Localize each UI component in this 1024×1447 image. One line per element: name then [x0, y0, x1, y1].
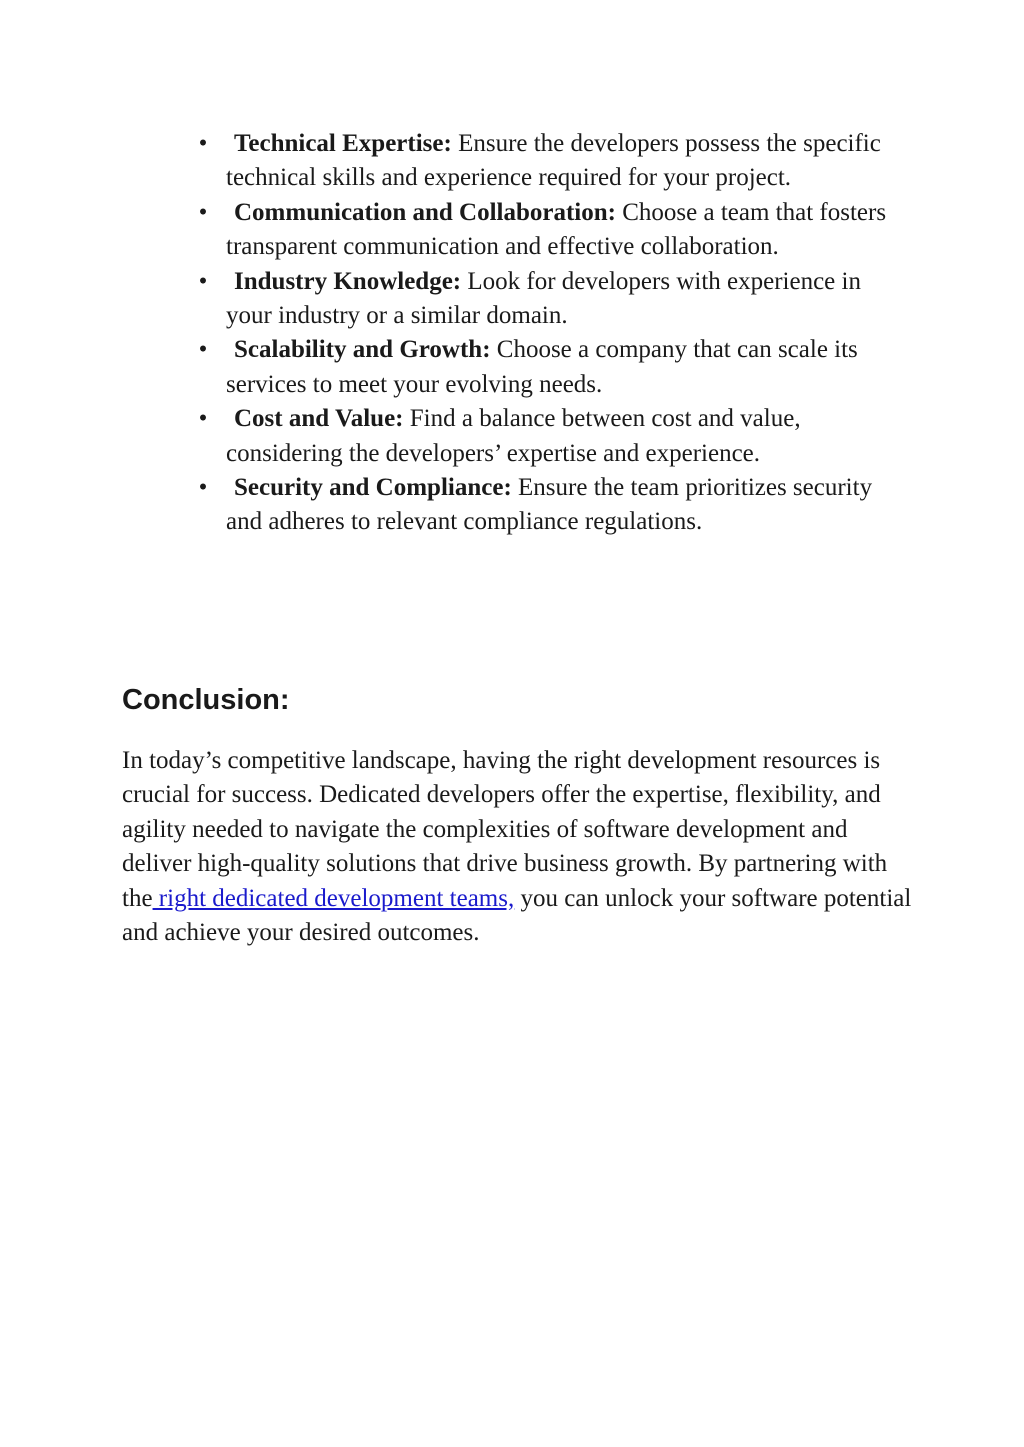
dedicated-teams-link[interactable]: right dedicated development teams, [152, 884, 515, 912]
conclusion-text-after: you can unlock your software potential and achieve your desired outcomes. [122, 884, 912, 947]
list-item [198, 333, 906, 402]
list-item-term: Technical Expertise: [234, 130, 452, 157]
bullet-icon: • [198, 336, 208, 364]
conclusion-heading: Conclusion: [122, 684, 290, 716]
list-item [198, 471, 906, 540]
selection-criteria-list [198, 127, 906, 540]
conclusion-text-before: In today’s competitive landscape, having the right development resources is crucial for success. Dedicated developers offer the expertise, flexibility, and agility needed to navigate the complexities of software development and deliver high-quality solutions that drive business growth. By partnering with the [122, 747, 888, 912]
list-item-term: Cost and Value: [234, 405, 404, 433]
list-item-text: Ensure the developers possess the specific technical skills and experience required for your project. [226, 130, 881, 192]
conclusion-paragraph [122, 744, 912, 950]
list-item-text: Choose a company that can scale its services to meet your evolving needs. [226, 336, 858, 398]
bullet-icon: • [198, 267, 208, 295]
list-item-term: Scalability and Growth: [234, 336, 491, 364]
list-item [198, 265, 906, 334]
list-item-text: Find a balance between cost and value, considering the developers’ expertise and experience. [226, 405, 801, 467]
list-item-text: Ensure the team prioritizes security and adheres to relevant compliance regulations. [226, 474, 873, 536]
list-item [198, 196, 906, 265]
list-item-text: Look for developers with experience in your industry or a similar domain. [226, 267, 861, 330]
list-item [198, 402, 906, 471]
bullet-icon: • [198, 405, 208, 433]
list-item-text: Choose a team that fosters transparent communication and effective collaboration. [226, 198, 887, 261]
list-item-term: Industry Knowledge: [234, 267, 462, 295]
bullet-icon: • [198, 474, 208, 502]
bullet-icon: • [198, 130, 208, 157]
bullet-icon: • [198, 198, 208, 226]
list-item [198, 127, 906, 196]
list-item-term: Security and Compliance: [234, 474, 512, 502]
list-item-term: Communication and Collaboration: [234, 198, 616, 226]
